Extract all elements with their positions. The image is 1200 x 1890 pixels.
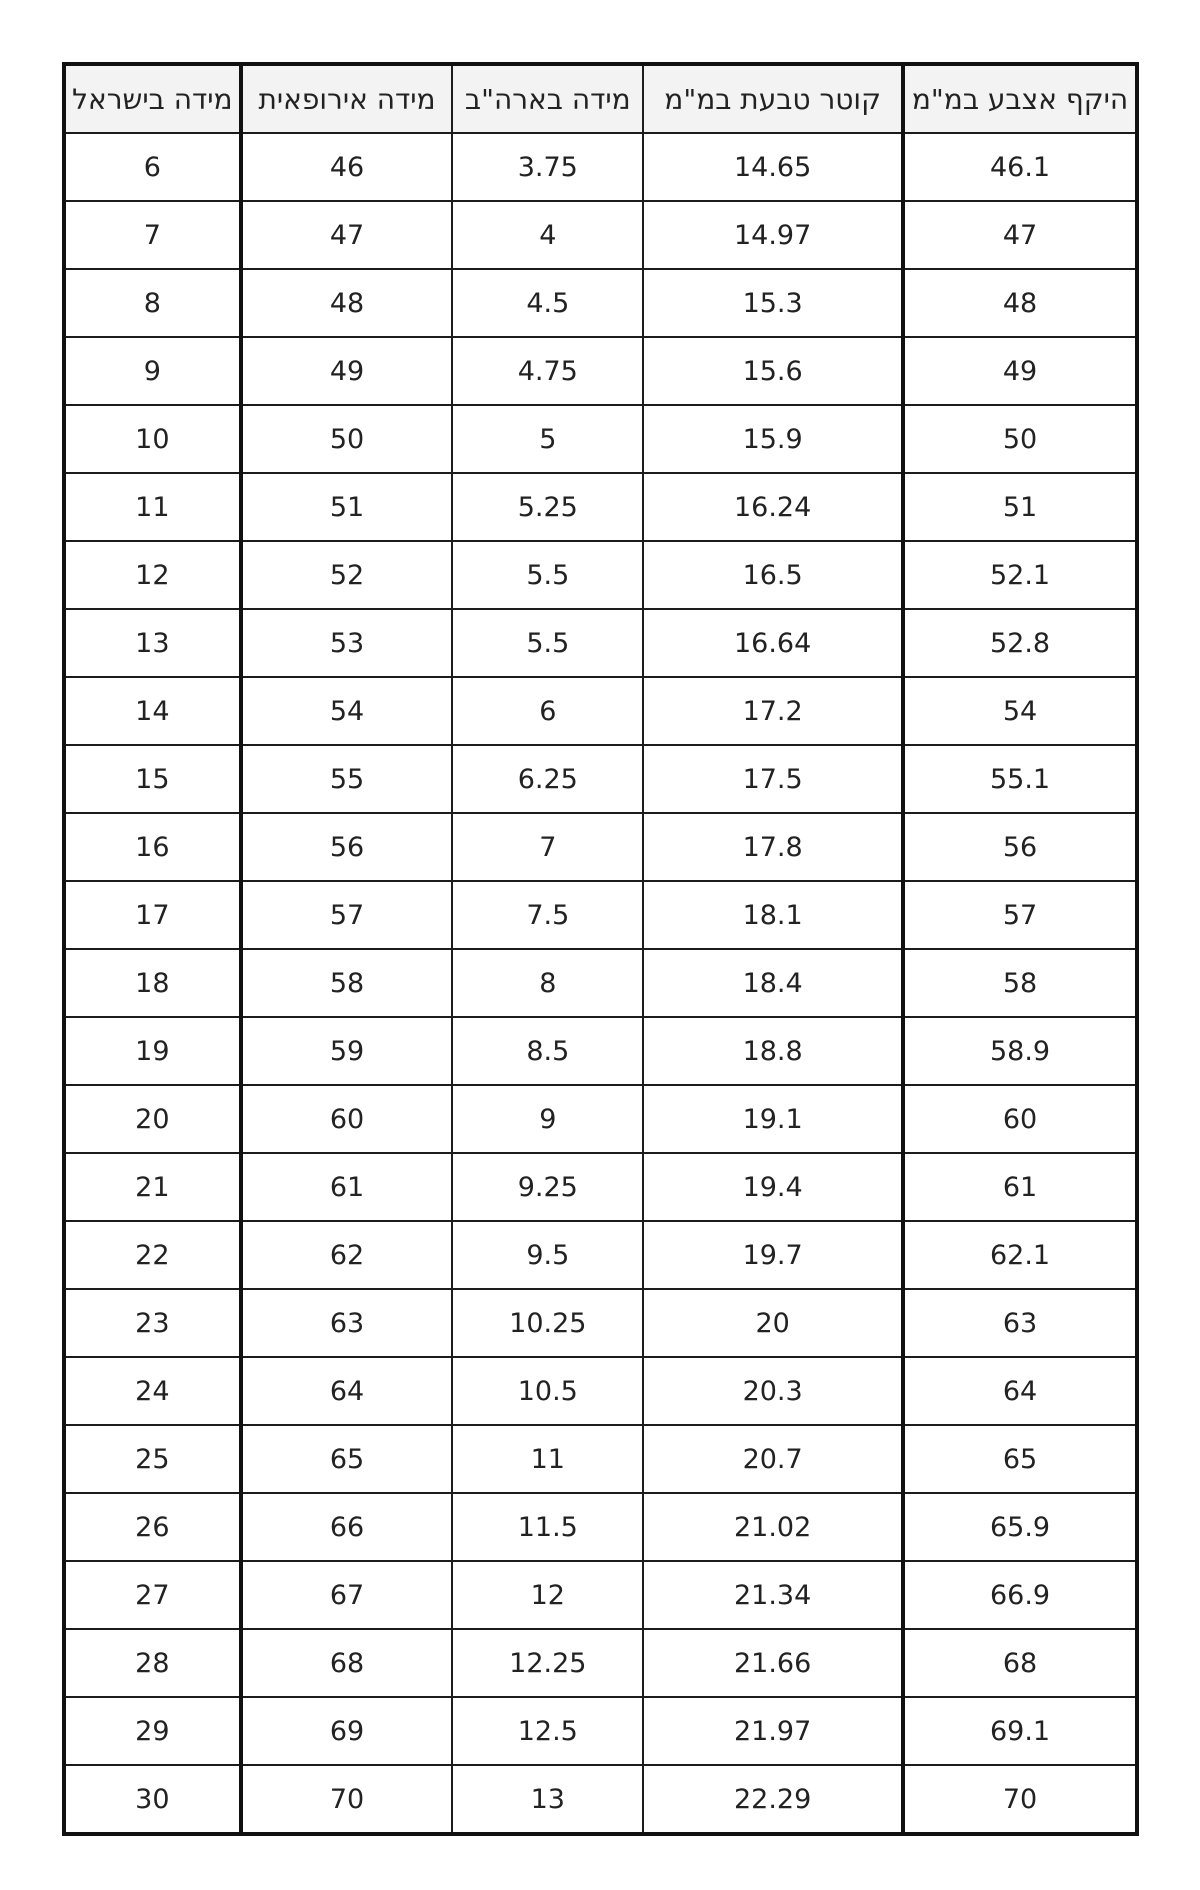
table-row [64,133,1137,201]
cell-us-size: 11 [452,1425,643,1493]
cell-israel-size: 13 [64,609,241,677]
cell-us-size: 12 [452,1561,643,1629]
cell-ring-diameter: 16.24 [643,473,903,541]
cell-european-size: 49 [241,337,453,405]
cell-european-size: 53 [241,609,453,677]
cell-israel-size: 26 [64,1493,241,1561]
cell-european-size: 67 [241,1561,453,1629]
cell-us-size: 7.5 [452,881,643,949]
cell-us-size: 10.5 [452,1357,643,1425]
cell-israel-size: 27 [64,1561,241,1629]
cell-us-size: 11.5 [452,1493,643,1561]
cell-european-size: 50 [241,405,453,473]
cell-israel-size: 29 [64,1697,241,1765]
cell-ring-diameter: 14.65 [643,133,903,201]
cell-finger-circumference: 60 [903,1085,1137,1153]
cell-european-size: 64 [241,1357,453,1425]
table-row [64,745,1137,813]
ring-size-table [62,62,1139,1836]
cell-us-size: 7 [452,813,643,881]
table-row [64,405,1137,473]
header-ring-diameter: קוטר טבעת במ"מ [643,64,903,133]
cell-israel-size: 24 [64,1357,241,1425]
cell-finger-circumference: 49 [903,337,1137,405]
cell-ring-diameter: 18.1 [643,881,903,949]
table-row [64,677,1137,745]
table-row [64,1561,1137,1629]
header-european-size: מידה אירופאית [241,64,453,133]
cell-israel-size: 19 [64,1017,241,1085]
cell-finger-circumference: 46.1 [903,133,1137,201]
table-row [64,881,1137,949]
table-row [64,1697,1137,1765]
table-row [64,269,1137,337]
cell-israel-size: 8 [64,269,241,337]
table-row [64,473,1137,541]
cell-us-size: 8 [452,949,643,1017]
cell-european-size: 63 [241,1289,453,1357]
table-body [64,133,1137,1834]
cell-european-size: 56 [241,813,453,881]
cell-finger-circumference: 61 [903,1153,1137,1221]
table-row [64,201,1137,269]
table-header-row [64,64,1137,133]
cell-ring-diameter: 21.02 [643,1493,903,1561]
cell-ring-diameter: 15.3 [643,269,903,337]
cell-us-size: 6.25 [452,745,643,813]
cell-us-size: 3.75 [452,133,643,201]
table-row [64,1153,1137,1221]
table-row [64,1289,1137,1357]
cell-european-size: 65 [241,1425,453,1493]
cell-european-size: 58 [241,949,453,1017]
cell-european-size: 70 [241,1765,453,1834]
cell-ring-diameter: 21.34 [643,1561,903,1629]
cell-us-size: 8.5 [452,1017,643,1085]
cell-finger-circumference: 50 [903,405,1137,473]
cell-ring-diameter: 19.1 [643,1085,903,1153]
cell-israel-size: 6 [64,133,241,201]
cell-finger-circumference: 47 [903,201,1137,269]
cell-finger-circumference: 58 [903,949,1137,1017]
cell-ring-diameter: 16.5 [643,541,903,609]
cell-ring-diameter: 20.3 [643,1357,903,1425]
table-row [64,1493,1137,1561]
cell-ring-diameter: 20 [643,1289,903,1357]
header-us-size: מידה בארה"ב [452,64,643,133]
cell-european-size: 55 [241,745,453,813]
cell-european-size: 60 [241,1085,453,1153]
cell-us-size: 4 [452,201,643,269]
table-row [64,1017,1137,1085]
cell-ring-diameter: 15.9 [643,405,903,473]
cell-european-size: 59 [241,1017,453,1085]
cell-israel-size: 7 [64,201,241,269]
cell-european-size: 61 [241,1153,453,1221]
cell-finger-circumference: 56 [903,813,1137,881]
table-row [64,1425,1137,1493]
cell-us-size: 12.5 [452,1697,643,1765]
cell-us-size: 6 [452,677,643,745]
cell-european-size: 62 [241,1221,453,1289]
cell-israel-size: 15 [64,745,241,813]
table-row [64,1765,1137,1834]
table-row [64,541,1137,609]
cell-israel-size: 28 [64,1629,241,1697]
cell-ring-diameter: 20.7 [643,1425,903,1493]
cell-finger-circumference: 52.1 [903,541,1137,609]
cell-finger-circumference: 68 [903,1629,1137,1697]
table-row [64,1629,1137,1697]
cell-european-size: 52 [241,541,453,609]
cell-ring-diameter: 17.5 [643,745,903,813]
cell-israel-size: 30 [64,1765,241,1834]
cell-ring-diameter: 22.29 [643,1765,903,1834]
cell-european-size: 68 [241,1629,453,1697]
cell-israel-size: 22 [64,1221,241,1289]
table-row [64,1357,1137,1425]
cell-israel-size: 17 [64,881,241,949]
header-israel-size: מידה בישראל [64,64,241,133]
header-finger-circumference: היקף אצבע במ"מ [903,64,1137,133]
cell-israel-size: 21 [64,1153,241,1221]
cell-us-size: 13 [452,1765,643,1834]
cell-finger-circumference: 55.1 [903,745,1137,813]
cell-us-size: 5 [452,405,643,473]
cell-finger-circumference: 48 [903,269,1137,337]
cell-european-size: 69 [241,1697,453,1765]
cell-us-size: 9.25 [452,1153,643,1221]
cell-finger-circumference: 66.9 [903,1561,1137,1629]
cell-finger-circumference: 62.1 [903,1221,1137,1289]
cell-finger-circumference: 63 [903,1289,1137,1357]
cell-us-size: 12.25 [452,1629,643,1697]
cell-ring-diameter: 19.4 [643,1153,903,1221]
cell-european-size: 51 [241,473,453,541]
cell-european-size: 48 [241,269,453,337]
cell-israel-size: 9 [64,337,241,405]
cell-finger-circumference: 51 [903,473,1137,541]
cell-israel-size: 20 [64,1085,241,1153]
cell-finger-circumference: 65.9 [903,1493,1137,1561]
cell-us-size: 5.5 [452,541,643,609]
cell-us-size: 4.5 [452,269,643,337]
cell-finger-circumference: 70 [903,1765,1137,1834]
cell-israel-size: 23 [64,1289,241,1357]
cell-european-size: 47 [241,201,453,269]
cell-israel-size: 16 [64,813,241,881]
table-row [64,609,1137,677]
cell-us-size: 10.25 [452,1289,643,1357]
cell-finger-circumference: 54 [903,677,1137,745]
cell-israel-size: 12 [64,541,241,609]
cell-us-size: 5.25 [452,473,643,541]
cell-ring-diameter: 18.8 [643,1017,903,1085]
table-row [64,813,1137,881]
cell-ring-diameter: 17.8 [643,813,903,881]
cell-finger-circumference: 65 [903,1425,1137,1493]
cell-israel-size: 18 [64,949,241,1017]
table-row [64,949,1137,1017]
cell-finger-circumference: 52.8 [903,609,1137,677]
cell-ring-diameter: 17.2 [643,677,903,745]
cell-european-size: 46 [241,133,453,201]
cell-israel-size: 25 [64,1425,241,1493]
cell-ring-diameter: 14.97 [643,201,903,269]
cell-israel-size: 11 [64,473,241,541]
cell-us-size: 4.75 [452,337,643,405]
cell-us-size: 9.5 [452,1221,643,1289]
cell-finger-circumference: 58.9 [903,1017,1137,1085]
cell-european-size: 54 [241,677,453,745]
cell-israel-size: 14 [64,677,241,745]
cell-us-size: 9 [452,1085,643,1153]
cell-israel-size: 10 [64,405,241,473]
cell-ring-diameter: 15.6 [643,337,903,405]
cell-ring-diameter: 21.97 [643,1697,903,1765]
cell-ring-diameter: 21.66 [643,1629,903,1697]
table-row [64,337,1137,405]
cell-us-size: 5.5 [452,609,643,677]
cell-finger-circumference: 69.1 [903,1697,1137,1765]
table-row [64,1085,1137,1153]
cell-ring-diameter: 18.4 [643,949,903,1017]
cell-european-size: 66 [241,1493,453,1561]
cell-finger-circumference: 57 [903,881,1137,949]
cell-ring-diameter: 19.7 [643,1221,903,1289]
cell-ring-diameter: 16.64 [643,609,903,677]
cell-finger-circumference: 64 [903,1357,1137,1425]
cell-european-size: 57 [241,881,453,949]
table-row [64,1221,1137,1289]
